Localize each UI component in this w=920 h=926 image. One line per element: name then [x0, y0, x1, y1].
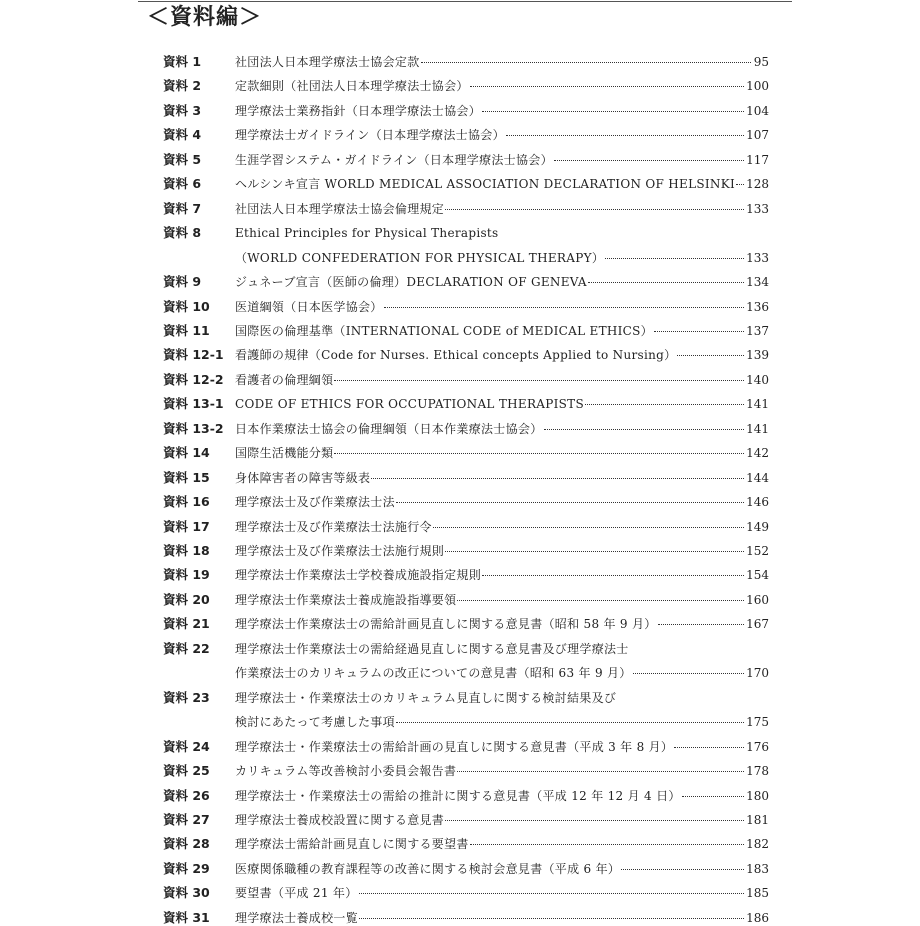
toc-page-number: 128: [746, 177, 769, 192]
toc-entry-line[interactable]: [235, 225, 769, 241]
dot-leader: [334, 379, 744, 381]
toc-entry-label: 資料 25: [163, 763, 210, 779]
dot-leader: [359, 917, 744, 919]
toc-entry-line[interactable]: [235, 201, 769, 217]
toc-page-number: 133: [746, 250, 769, 265]
toc-entry-label: 資料 9: [163, 274, 202, 290]
toc-page-number: 107: [746, 128, 769, 143]
toc-entry-label: 資料 7: [163, 200, 202, 216]
toc-page-number: 182: [746, 837, 769, 852]
toc-entry-title: 理学療法士・作業療法士の需給計画の見直しに関する意見書（平成 3 年 8 月）: [235, 739, 674, 754]
toc-entry-label: 資料 5: [163, 151, 202, 167]
toc-entry-title: 理学療法士作業療法士養成施設指導要領: [235, 592, 457, 607]
toc-entry-line[interactable]: [235, 641, 769, 657]
toc-entry-title: 生涯学習システム・ガイドライン（日本理学療法士協会）: [235, 152, 553, 167]
toc-entry-label: 資料 24: [163, 738, 210, 754]
toc-entry-title: 作業療法士のカリキュラムの改正についての意見書（昭和 63 年 9 月）: [235, 666, 632, 681]
toc-entry-label: 資料 12-2: [163, 371, 224, 387]
toc-entry-line[interactable]: [235, 470, 769, 486]
toc-page-number: 104: [746, 103, 769, 118]
toc-entry-title: 国際医の倫理基準（INTERNATIONAL CODE of MEDICAL ETHICS）: [235, 323, 653, 338]
toc-entry-line[interactable]: [235, 421, 769, 437]
toc-entry-title: 看護師の規律（Code for Nurses. Ethical concepts Applied to Nursing）: [235, 348, 677, 363]
toc-page-number: 141: [746, 397, 769, 412]
toc-entry-line[interactable]: [235, 592, 769, 608]
toc-entry-line[interactable]: [235, 788, 769, 804]
toc-entry-line[interactable]: [235, 152, 769, 168]
toc-page-number: 160: [746, 592, 769, 607]
section-heading: ＜資料編＞: [147, 5, 263, 30]
dot-leader: [736, 183, 744, 185]
toc-page-number: 185: [746, 886, 769, 901]
dot-leader: [396, 721, 744, 723]
toc-entry-title: カリキュラム等改善検討小委員会報告書: [235, 764, 457, 779]
dot-leader: [470, 843, 744, 845]
toc-entry-line[interactable]: [235, 836, 769, 852]
toc-entry-line[interactable]: [235, 372, 769, 388]
toc-entry-label: 資料 12-1: [163, 347, 224, 363]
toc-page-number: 170: [746, 666, 769, 681]
toc-page-number: 100: [746, 79, 769, 94]
toc-entry-label: 資料 1: [163, 54, 202, 69]
toc-entry-title: 検討にあたって考慮した事項: [235, 715, 395, 730]
toc-entry-line[interactable]: [235, 54, 769, 70]
toc-entry-title: 理学療法士及び作業療法士法: [235, 495, 395, 510]
toc-entry-line[interactable]: [235, 299, 769, 315]
dot-leader: [588, 281, 744, 283]
toc-entry-title: 理学療法士作業療法士の需給計画見直しに関する意見書（昭和 58 年 9 月）: [235, 617, 657, 632]
toc-page-number: 133: [746, 201, 769, 216]
toc-entry-title: 社団法人日本理学療法士協会倫理規定: [235, 201, 445, 216]
toc-entry-line[interactable]: [235, 910, 769, 926]
toc-entry-title: 理学療法士作業療法士の需給経過見直しに関する意見書及び理学療法士: [235, 641, 629, 656]
dot-leader: [433, 526, 744, 528]
toc-entry-title: 身体障害者の障害等級表: [235, 470, 371, 485]
toc-entry-line[interactable]: [235, 519, 769, 535]
toc-entry-title: 理学療法士養成校設置に関する意見書: [235, 812, 445, 827]
toc-entry-label: 資料 31: [163, 909, 210, 925]
dot-leader: [506, 134, 744, 136]
toc-page-number: 178: [746, 764, 769, 779]
toc-entry-label: 資料 13-1: [163, 396, 224, 412]
dot-leader: [585, 403, 744, 405]
dot-leader: [359, 892, 745, 894]
toc-entry-label: 資料 27: [163, 811, 210, 827]
toc-entry-title: Ethical Principles for Physical Therapists: [235, 226, 499, 241]
dot-leader: [658, 623, 745, 625]
toc-page-number: 186: [746, 910, 769, 925]
toc-entry-line[interactable]: [235, 812, 769, 828]
dot-leader: [457, 770, 744, 772]
toc-entry-title: ジュネーブ宣言（医師の倫理）DECLARATION OF GENEVA: [235, 275, 587, 290]
toc-entry-line[interactable]: [235, 616, 769, 632]
dot-leader: [445, 819, 744, 821]
dot-leader: [554, 159, 744, 161]
toc-entry-title: 社団法人日本理学療法士協会定款: [235, 55, 420, 69]
toc-entry-line[interactable]: [235, 885, 769, 901]
toc-entry-label: 資料 10: [163, 298, 210, 314]
toc-entry-line[interactable]: [235, 347, 769, 363]
toc-page-number: 117: [746, 152, 769, 167]
dot-leader: [470, 85, 744, 87]
toc-entry-title: 医道綱領（日本医学協会）: [235, 299, 383, 314]
toc-page-number: 175: [746, 715, 769, 730]
toc-entry-title: 理学療法士及び作業療法士法施行令: [235, 519, 432, 534]
toc-entry-label: 資料 13-2: [163, 420, 224, 436]
toc-entry-title: 日本作業療法士協会の倫理綱領（日本作業療法士協会）: [235, 421, 543, 436]
toc-entry-line[interactable]: [235, 250, 769, 266]
dot-leader: [633, 672, 744, 674]
toc-entry-label: 資料 11: [163, 322, 210, 338]
dot-leader: [674, 746, 744, 748]
toc-page-number: 140: [746, 372, 769, 387]
toc-entry-title: 理学療法士ガイドライン（日本理学療法士協会）: [235, 128, 505, 143]
toc-entry-line[interactable]: [235, 494, 769, 510]
dot-leader: [445, 208, 744, 210]
toc-entry-label: 資料 18: [163, 543, 210, 558]
toc-entry-label: 資料 6: [163, 176, 202, 192]
dot-leader: [682, 795, 744, 797]
toc-entry-title: 理学療法士・作業療法士のカリキュラム見直しに関する検討結果及び: [235, 690, 617, 705]
toc-entry-line[interactable]: [235, 103, 769, 119]
toc-page-number: 183: [746, 861, 769, 876]
toc-entry-line[interactable]: [235, 78, 769, 94]
toc-page-number: 154: [746, 568, 769, 583]
toc-page-number: 136: [746, 299, 769, 314]
toc-entry-label: 資料 3: [163, 102, 202, 118]
toc-entry-line[interactable]: [235, 127, 769, 143]
dot-leader: [654, 330, 744, 332]
toc-page-number: 176: [746, 739, 769, 754]
toc-entry-label: 資料 30: [163, 885, 210, 901]
toc-entry-label: 資料 17: [163, 518, 210, 534]
toc-page-number: 181: [746, 812, 769, 827]
toc-page-number: 142: [746, 446, 769, 461]
toc-entry-line[interactable]: [235, 567, 769, 583]
toc-page-number: 141: [746, 421, 769, 436]
toc-entry-title: 理学療法士作業療法士学校養成施設指定規則: [235, 568, 482, 583]
toc-entry-label: 資料 16: [163, 494, 210, 510]
toc-entry-label: 資料 23: [163, 689, 210, 705]
toc-entry-title: 要望書（平成 21 年）: [235, 886, 358, 901]
toc-entry-line[interactable]: [235, 763, 769, 779]
dot-leader: [677, 354, 744, 356]
dot-leader: [482, 574, 744, 576]
toc-entry-title: 定款細則（社団法人日本理学療法士協会）: [235, 79, 469, 94]
dot-leader: [605, 257, 744, 259]
toc-entry-line[interactable]: [235, 739, 769, 755]
toc-entry-label: 資料 15: [163, 469, 210, 485]
toc-entry-title: ヘルシンキ宣言 WORLD MEDICAL ASSOCIATION DECLARATION OF HELSINKI: [235, 177, 736, 192]
toc-page-number: 134: [746, 275, 769, 290]
toc-entry-label: 資料 28: [163, 836, 210, 852]
toc-page-number: 152: [746, 544, 769, 558]
toc-entry-label: 資料 14: [163, 445, 210, 461]
dot-leader: [482, 110, 744, 112]
toc-entry-label: 資料 26: [163, 787, 210, 803]
toc-entry-label: 資料 21: [163, 616, 210, 632]
toc-entry-label: 資料 22: [163, 640, 210, 656]
dot-leader: [544, 428, 745, 430]
toc-entry-line[interactable]: [235, 323, 769, 339]
dot-leader: [621, 868, 744, 870]
toc-entry-line[interactable]: [235, 396, 769, 412]
dot-leader: [445, 550, 744, 552]
toc-entry-line[interactable]: [235, 714, 769, 730]
toc-entry-line[interactable]: [235, 690, 769, 706]
toc-page-number: 144: [746, 470, 769, 485]
toc-entry-line[interactable]: [235, 543, 769, 559]
dot-leader: [421, 61, 751, 63]
toc-entry-line[interactable]: [235, 861, 769, 877]
toc-entry-label: 資料 8: [163, 225, 202, 241]
toc-page-number: 180: [746, 788, 769, 803]
toc-entry-title: 国際生活機能分類: [235, 446, 334, 461]
toc-entry-title: 理学療法士需給計画見直しに関する要望書: [235, 837, 469, 852]
toc-entry-line[interactable]: [235, 665, 769, 681]
toc-entry-title: 理学療法士・作業療法士の需給の推計に関する意見書（平成 12 年 12 月 4 日）: [235, 788, 681, 803]
toc-entry-line[interactable]: [235, 445, 769, 461]
toc-entry-title: 理学療法士業務指針（日本理学療法士協会）: [235, 103, 482, 118]
toc-entry-line[interactable]: [235, 274, 769, 290]
toc-page-number: 137: [746, 323, 769, 338]
toc-entry-title: （WORLD CONFEDERATION FOR PHYSICAL THERAPY）: [235, 250, 605, 265]
dot-leader: [396, 501, 744, 503]
toc-entry-line[interactable]: [235, 176, 769, 192]
toc-entry-title: CODE OF ETHICS FOR OCCUPATIONAL THERAPISTS: [235, 397, 585, 412]
dot-leader: [457, 599, 744, 601]
dot-leader: [384, 306, 744, 308]
dot-leader: [371, 477, 744, 479]
toc-page-number: 149: [746, 519, 769, 534]
toc-entry-title: 理学療法士及び作業療法士法施行規則: [235, 544, 445, 558]
toc-entry-title: 看護者の倫理綱領: [235, 372, 334, 387]
toc-page-number: 95: [753, 55, 769, 69]
toc-page-number: 146: [746, 495, 769, 510]
toc-page-number: 167: [746, 617, 769, 632]
toc-entry-label: 資料 29: [163, 860, 210, 876]
toc-entry-label: 資料 20: [163, 591, 210, 607]
toc-entry-label: 資料 2: [163, 78, 202, 94]
toc-entry-title: 理学療法士養成校一覧: [235, 910, 359, 925]
toc-entry-label: 資料 4: [163, 127, 202, 143]
toc-entry-title: 医療関係職種の教育課程等の改善に関する検討会意見書（平成 6 年）: [235, 861, 621, 876]
dot-leader: [334, 452, 744, 454]
toc-entry-label: 資料 19: [163, 567, 210, 583]
toc-page-number: 139: [746, 348, 769, 363]
